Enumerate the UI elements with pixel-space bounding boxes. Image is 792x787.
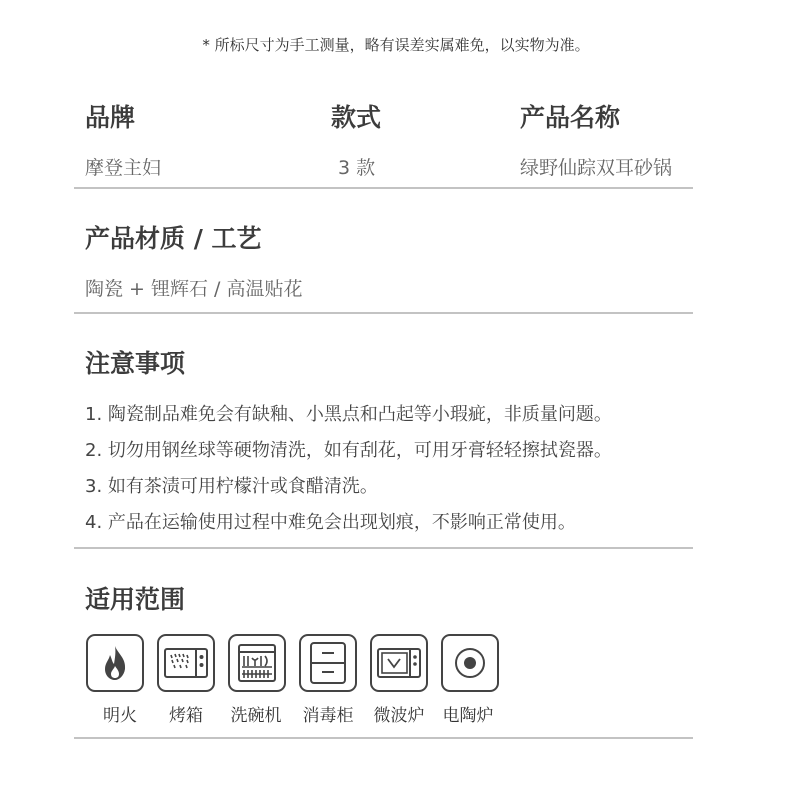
- dishwasher-icon: [228, 634, 286, 692]
- material-title: 产品材质 / 工艺: [85, 224, 262, 253]
- divider: [74, 737, 693, 739]
- oven-icon: [157, 634, 215, 692]
- appliance-label: 电陶炉: [442, 706, 494, 726]
- flame-icon: [86, 634, 144, 692]
- brand-label: 品牌: [85, 103, 136, 132]
- appliance-label: 消毒柜: [302, 706, 354, 726]
- divider: [74, 547, 693, 549]
- sterilizer-icon: [299, 634, 357, 692]
- appliance-label: 微波炉: [373, 706, 425, 726]
- brand-value: 摩登主妇: [85, 157, 162, 179]
- induction-cooker-icon: [441, 634, 499, 692]
- notice-item: 1. 陶瓷制品难免会有缺釉、小黑点和凸起等小瑕疵，非质量问题。: [85, 404, 612, 425]
- style-value: 3 款: [338, 157, 376, 179]
- usage-title: 适用范围: [85, 585, 186, 614]
- product-name-label: 产品名称: [520, 103, 621, 132]
- style-label: 款式: [331, 103, 382, 132]
- divider: [74, 187, 693, 189]
- notice-item: 3. 如有茶渍可用柠檬汁或食醋清洗。: [85, 476, 378, 497]
- product-name-value: 绿野仙踪双耳砂锅: [520, 157, 673, 179]
- microwave-icon: [370, 634, 428, 692]
- divider: [74, 312, 693, 314]
- material-value: 陶瓷 + 锂辉石 / 高温贴花: [85, 278, 303, 300]
- measurement-note: * 所标尺寸为手工测量，略有误差实属难免，以实物为准。: [202, 36, 590, 54]
- appliance-label: 明火: [103, 706, 137, 726]
- notice-title: 注意事项: [85, 349, 186, 378]
- appliance-label: 洗碗机: [230, 706, 282, 726]
- appliance-label: 烤箱: [169, 706, 203, 726]
- notice-item: 2. 切勿用钢丝球等硬物清洗，如有刮花，可用牙膏轻轻擦拭瓷器。: [85, 440, 612, 461]
- notice-item: 4. 产品在运输使用过程中难免会出现划痕，不影响正常使用。: [85, 512, 576, 533]
